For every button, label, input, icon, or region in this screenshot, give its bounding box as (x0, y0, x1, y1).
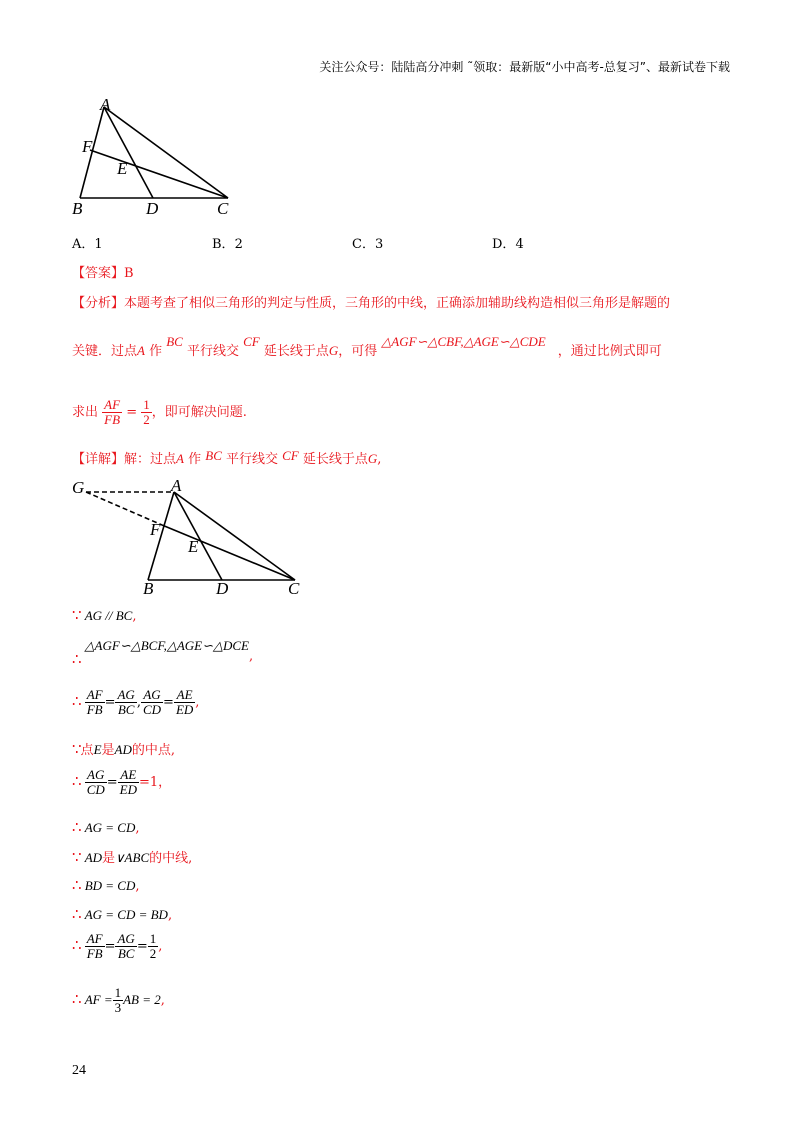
answer-value: B (124, 266, 134, 281)
fig2-label-d: D (216, 579, 229, 598)
segment-ad (104, 107, 153, 198)
option-a: A．1 (72, 237, 103, 252)
step-1: ∵ AG // BC, (72, 606, 137, 624)
fig1-label-d: D (146, 199, 159, 218)
fig2-label-a: A (171, 476, 182, 495)
fig2-label-b: B (143, 579, 154, 598)
fig2-label-g: G (72, 478, 85, 497)
fig2-label-e: E (188, 537, 199, 556)
fig2-label-c: C (288, 579, 300, 598)
fig1-label-f: F (82, 137, 93, 156)
step-10: ∴ $\frac{AF}{FB}$ = $\frac{AG}{BC}$ = $\frac{1}{2}$ , (72, 931, 163, 961)
option-d: D．4 (492, 237, 524, 252)
step-6: ∴ AG = CD, (72, 818, 140, 836)
analysis-line-2: 关键．过点A 作 BC 平行线交 CF 延长线于点G，可得△AGF∽△CBF,△AGE∽△CDE，通过比例式即可 (72, 334, 662, 359)
triangle-figure-1 (60, 95, 260, 220)
step-7: ∵ AD是∨ABC的中线, (72, 848, 193, 866)
step-2: ∴△AGF∽△BCF,△AGE∽△DCE, (72, 638, 254, 668)
answer-line (72, 262, 134, 281)
step-3: ∴ $\frac{AF}{FB}$ = $\frac{AG}{BC}$ , $\frac{AG}{CD}$ = $\frac{AE}{ED}$ , (72, 687, 200, 717)
page-number: 24 (72, 1063, 86, 1078)
triangle-figure-2 (72, 475, 312, 595)
step-4: ∵点E是AD的中点, (72, 740, 176, 758)
segment-ad (174, 492, 222, 580)
step-9: ∴ AG = CD = BD, (72, 905, 173, 923)
segment-fc (162, 525, 295, 580)
detail-tag: 【详解】 (72, 452, 125, 467)
step-8: ∴ BD = CD, (72, 876, 140, 894)
fig2-label-f: F (150, 520, 161, 539)
step-5: ∴ $\frac{AG}{CD}$ = $\frac{AE}{ED}$ =1， (72, 767, 172, 797)
detail-line: 【详解】解：过点A 作 BC 平行线交 CF 延长线于点G, (72, 448, 382, 467)
analysis-line-3: 求出 $\frac{AF}{FB}$ = $\frac{1}{2}$ ，即可解决问题. (72, 397, 247, 427)
step-11: ∴ AF = $\frac{1}{3}$ AB = 2, (72, 985, 165, 1015)
side-ac (174, 492, 295, 580)
fig1-label-a: A (100, 95, 111, 114)
option-c: C．3 (352, 237, 384, 252)
answer-tag: 【答案】 (72, 266, 125, 281)
analysis-line-1: 【分析】本题考查了相似三角形的判定与性质，三角形的中线，正确添加辅助线构造相似三角形是解题的 (72, 296, 671, 311)
option-b: B．2 (212, 237, 243, 252)
fig1-label-c: C (217, 199, 229, 218)
page-header: 关注公众号：陆陆高分冲刺 ˜领取：最新版“小中高考-总复习”、最新试卷下载 (319, 60, 730, 74)
fig1-label-b: B (72, 199, 83, 218)
analysis-tag: 【分析】 (72, 296, 125, 311)
segment-fc (90, 150, 228, 198)
side-ac (104, 107, 228, 198)
fig1-label-e: E (117, 159, 128, 178)
